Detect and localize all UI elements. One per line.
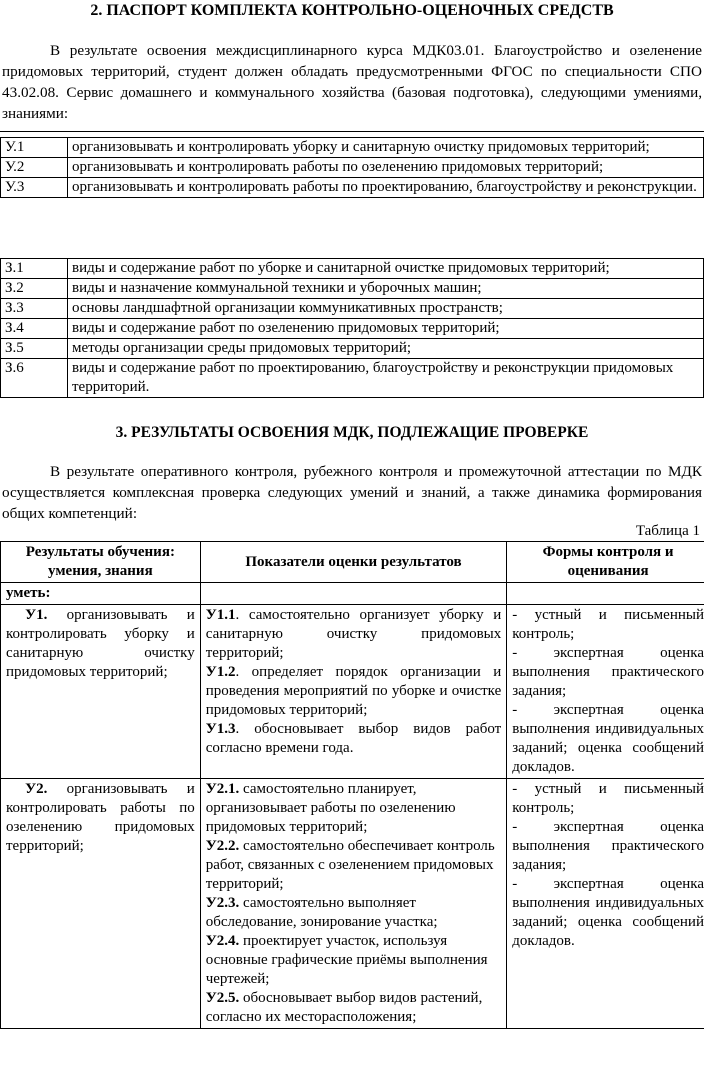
section2-title: 2. ПАСПОРТ КОМПЛЕКТА КОНТРОЛЬНО-ОЦЕНОЧНЫХ СРЕДСТВ [90,2,614,19]
knowledge-code: З.2 [1,279,68,299]
knowledge-text: виды и содержание работ по проектированию, благоустройству и реконструкции придомовых территорий. [68,359,704,398]
result-cell: У1. организовывать и контролировать уборку и санитарную очистку придомовых территорий; [1,605,201,779]
knowledge-text: методы организации среды придомовых территорий; [68,339,704,359]
skill-code: У.3 [1,178,68,198]
header-results: Результаты обучения: умения, знания [1,542,201,583]
indicator-item: У1.1. самостоятельно организует уборку и санитарную очистку придомовых территорий; [205,607,502,661]
section3-paragraph: В результате оперативного контроля, рубежного контроля и промежуточной аттестации по МДК осуществляется комплексная проверка следующих умений и знаний, а также динамика формирования общих компетенций: [2,463,702,522]
knowledge-row [1,319,704,339]
knowledge-text: виды и содержание работ по уборке и санитарной очистке придомовых территорий; [68,259,704,279]
indicators-cell [200,779,507,1029]
indicator-item: У1.3. обосновывает выбор видов работ согласно времени года. [205,721,502,756]
header-indicators: Показатели оценки результатов [200,542,507,583]
knowledge-row [1,299,704,319]
results-table [0,541,704,1029]
knowledge-text: виды и назначение коммунальной техники и уборочных машин; [68,279,704,299]
knowledge-code: З.3 [1,299,68,319]
table-row [1,779,704,1029]
indicator-item: У2.2. самостоятельно обеспечивает контроль работ, связанных с озеленением придомовых территорий; [205,838,495,892]
knowledge-row [1,339,704,359]
divider [0,131,704,132]
knowledge-text: виды и содержание работ по озеленению придомовых территорий; [68,319,704,339]
forms-cell: - устный и письменный контроль; - экспертная оценка выполнения практического задания; - экспертная оценка выполнения индивидуальных заданий; оценка сообщений докладов. [507,605,704,779]
indicator-item: У2.4. проектирует участок, используя основные графические приёмы выполнения чертежей; [205,933,488,987]
indicators-cell [200,605,507,779]
indicator-item: У2.3. самостоятельно выполняет обследование, зонирование участка; [205,895,438,930]
result-cell: У2. организовывать и контролировать работы по озеленению придомовых территорий; [1,779,201,1029]
intro-paragraph: В результате освоения междисциплинарного курса МДК03.01. Благоустройство и озеленение придомовых территорий, студент должен обладать предусмотренными ФГОС по специальности СПО 43.02.08. Сервис домашнего и коммунального хозяйства (базовая подготовка), следующими умениями, знаниями: [2,42,702,122]
knowledge-code: З.4 [1,319,68,339]
skill-code: У.2 [1,158,68,178]
skill-row [1,178,704,198]
indicator-item: У2.1. самостоятельно планирует, организовывает работы по озеленению придомовых территорий; [205,781,456,835]
results-header-row [1,542,704,583]
subheader-skills: уметь: [1,583,201,605]
knowledge-row [1,279,704,299]
skill-text: организовывать и контролировать работы по проектированию, благоустройству и реконструкции. [68,178,704,198]
skill-text: организовывать и контролировать работы по озеленению придомовых территорий; [68,158,704,178]
skill-code: У.1 [1,138,68,158]
knowledge-table [0,258,704,398]
knowledge-text: основы ландшафтной организации коммуникативных пространств; [68,299,704,319]
skill-text: организовывать и контролировать уборку и санитарную очистку придомовых территорий; [68,138,704,158]
skill-row [1,158,704,178]
knowledge-code: З.5 [1,339,68,359]
subheader-row [1,583,704,605]
forms-cell: - устный и письменный контроль; - экспертная оценка выполнения практического задания; - экспертная оценка выполнения индивидуальных заданий; оценка сообщений докладов. [507,779,704,1029]
knowledge-code: З.1 [1,259,68,279]
knowledge-row [1,259,704,279]
table-row [1,605,704,779]
section3-title: 3. РЕЗУЛЬТАТЫ ОСВОЕНИЯ МДК, ПОДЛЕЖАЩИЕ ПРОВЕРКЕ [115,424,589,441]
indicator-item: У1.2. определяет порядок организации и проведения мероприятий по уборке и очистке придомовых территорий; [205,664,502,718]
skills-table [0,137,704,198]
table-caption: Таблица 1 [635,523,700,539]
knowledge-row [1,359,704,398]
skill-row [1,138,704,158]
indicator-item: У2.5. обосновывает выбор видов растений, согласно их месторасположения; [205,990,483,1025]
knowledge-code: З.6 [1,359,68,398]
header-forms: Формы контроля и оценивания [507,542,704,583]
